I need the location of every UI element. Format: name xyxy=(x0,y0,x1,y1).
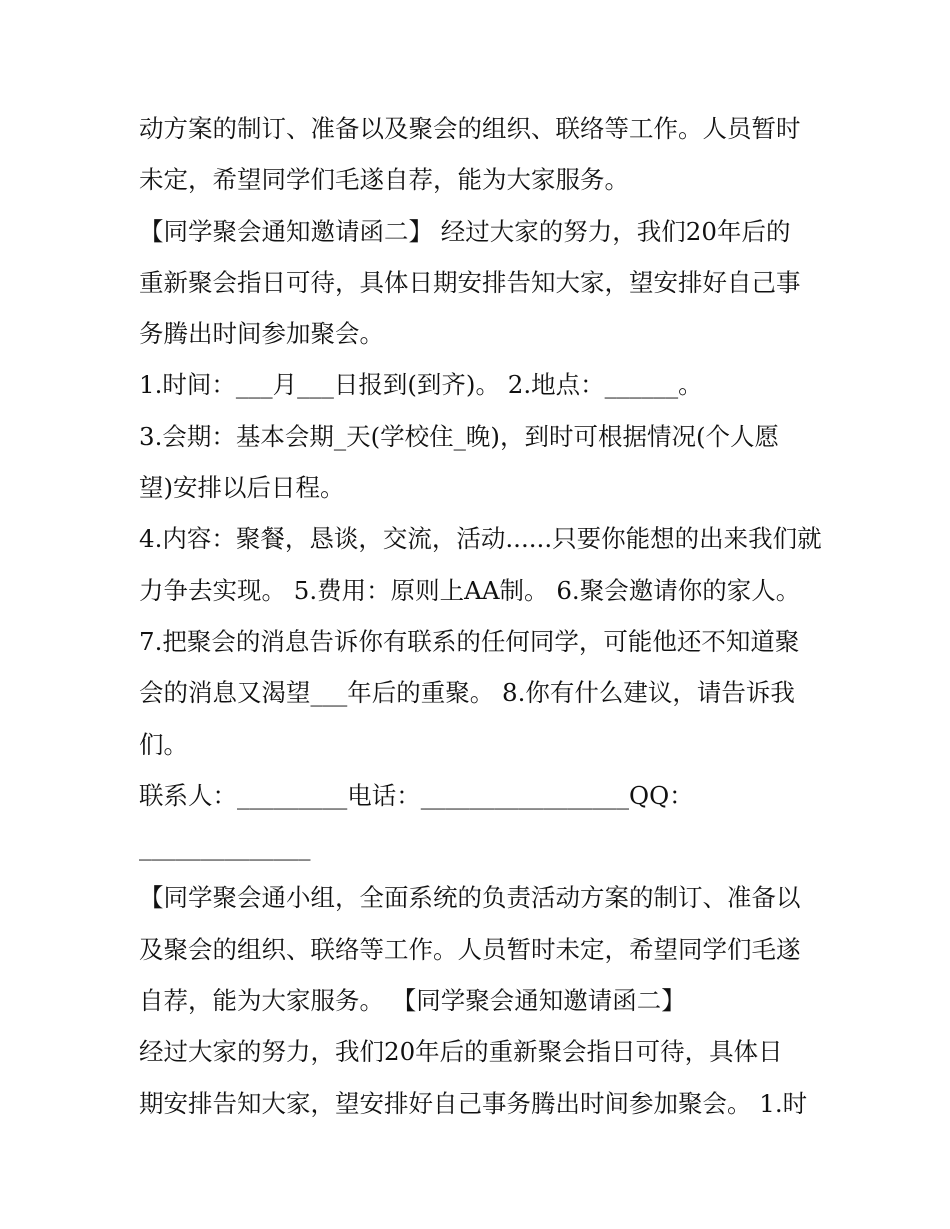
text-line: 4.内容：聚餐，恳谈，交流，活动......只要你能想的出来我们就 xyxy=(139,524,822,554)
text-line: 望)安排以后日程。 xyxy=(139,473,345,503)
text-line: 联系人：_________电话：_________________QQ： xyxy=(139,780,694,810)
text-line: 会的消息又渴望___年后的重聚。 8.你有什么建议，请告诉我 xyxy=(139,678,795,708)
text-line: 3.会期：基本会期_天(学校住_晚)，到时可根据情况(个人愿 xyxy=(139,421,780,451)
text-line: 【同学聚会通知邀请函二】 经过大家的努力，我们20年后的 xyxy=(139,216,791,246)
text-line: 期安排告知大家，望安排好自己事务腾出时间参加聚会。 1.时 xyxy=(139,1088,808,1118)
text-line: 经过大家的努力，我们20年后的重新聚会指日可待，具体日 xyxy=(139,1037,783,1067)
text-line: 重新聚会指日可待，具体日期安排告知大家，望安排好自己事 xyxy=(139,267,801,297)
document-page xyxy=(139,103,822,1129)
text-line: 们。 xyxy=(139,729,188,759)
text-line: 【同学聚会通小组，全面系统的负责活动方案的制订、准备以 xyxy=(139,883,801,913)
text-line: 未定，希望同学们毛遂自荐，能为大家服务。 xyxy=(139,165,629,195)
text-line: 及聚会的组织、联络等工作。人员暂时未定，希望同学们毛遂 xyxy=(139,934,801,964)
text-line: 1.时间：___月___日报到(到齐)。 2.地点：______。 xyxy=(139,370,703,400)
text-line: 动方案的制订、准备以及聚会的组织、联络等工作。人员暂时 xyxy=(139,114,801,143)
text-line: ______________ xyxy=(139,832,311,862)
text-line: 自荐，能为大家服务。 【同学聚会通知邀请函二】 xyxy=(139,986,686,1016)
text-line: 务腾出时间参加聚会。 xyxy=(139,319,384,349)
text-line: 力争去实现。 5.费用：原则上AA制。 6.聚会邀请你的家人。 xyxy=(139,575,801,605)
text-line: 7.把聚会的消息告诉你有联系的任何同学，可能他还不知道聚 xyxy=(139,626,800,656)
